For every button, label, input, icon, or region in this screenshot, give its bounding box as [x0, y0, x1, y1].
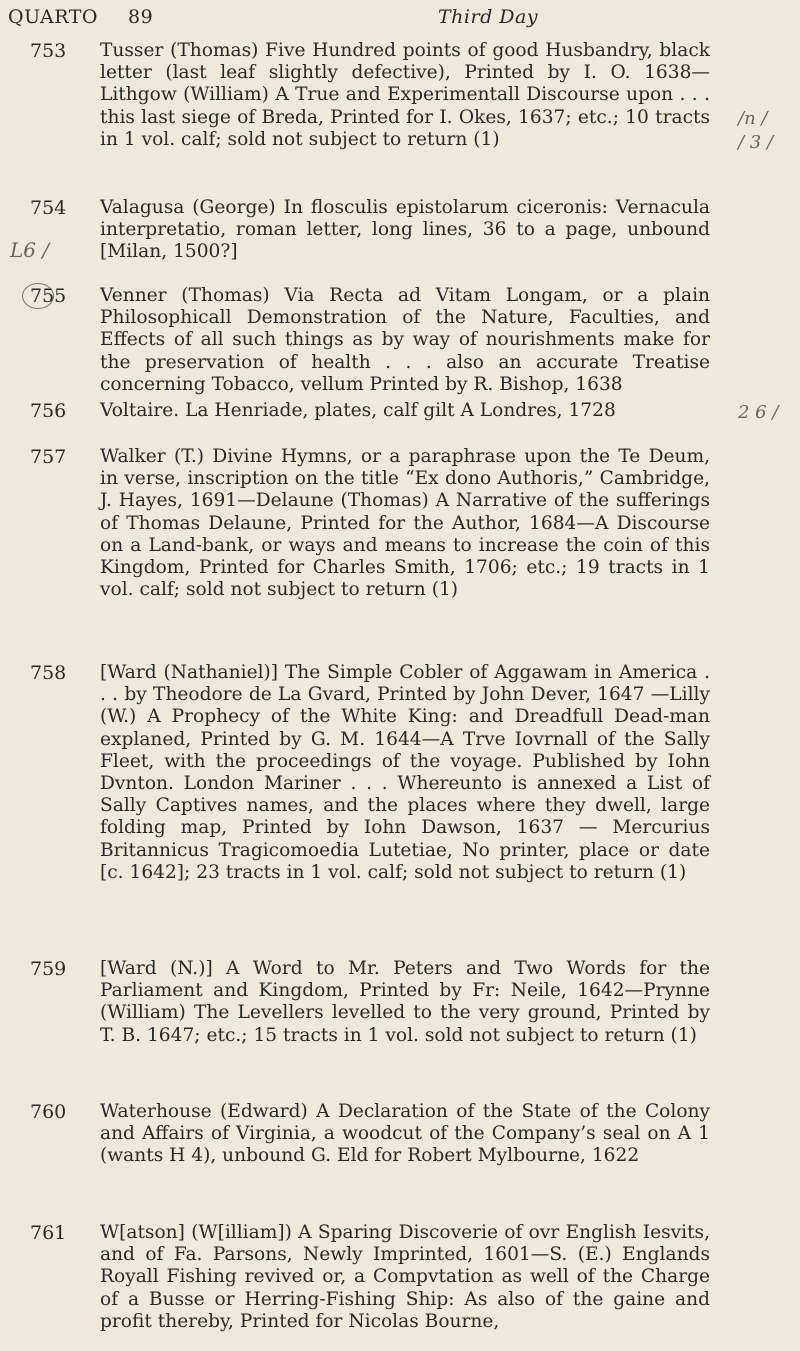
lot-number: 760 — [30, 1101, 67, 1123]
handwritten-price-note: / 3 / — [738, 132, 774, 153]
page-number: 89 — [128, 6, 154, 28]
lot-number: 758 — [30, 662, 67, 684]
lot-description: Voltaire. La Henriade, plates, calf gilt A Londres, 1728 — [100, 400, 616, 421]
lot-description: Venner (Thomas) Via Recta ad Vitam Longam, or a plain Philosophicall Demonstration of the Nature, Faculties, and Effects of all such things as by way of nourishments make for the preservation of health . . . also an accurate Treatise concerning Tobacco, vellum Printed by R. Bishop, 1638 — [100, 285, 710, 395]
lot-number: 756 — [30, 400, 67, 422]
lot-description: Walker (T.) Divine Hymns, or a paraphrase upon the Te Deum, in verse, inscription on the title “Ex dono Authoris,” Cambridge, J. Hayes, 1691—Delaune (Thomas) A Narrative of the sufferings of Thomas Delaune, Printed for the Author, 1684—A Discourse on a Land-bank, or ways and means to increase the coin of this Kingdom, Printed for Charles Smith, 1706; etc.; 19 tracts in 1 vol. calf; sold not subject to return (1) — [100, 446, 710, 601]
header-format: QUARTO — [8, 6, 98, 28]
lot-description: Valagusa (George) In flosculis epistolarum ciceronis: Vernacula interpretatio, roman letter, long lines, 36 to a page, unbound [Milan, 1500?] — [100, 197, 710, 263]
lot-number: 757 — [30, 446, 67, 468]
lot-number: 761 — [30, 1222, 67, 1244]
handwritten-price-note: L6 / — [10, 238, 50, 262]
lot-description: [Ward (N.)] A Word to Mr. Peters and Two Words for the Parliament and Kingdom, Printed by Fr: Neile, 1642—Prynne (William) The Levellers levelled to the very ground, Printed by T. B. 1647; etc.; 15 tracts in 1 vol. sold not subject to return (1) — [100, 958, 710, 1046]
lot-description: Tusser (Thomas) Five Hundred points of good Husbandry, black letter (last leaf slightly defective), Printed by I. O. 1638—Lithgow (William) A True and Experimentall Discourse upon . . . this last siege of Breda, Printed for I. Okes, 1637; etc.; 10 tracts in 1 vol. calf; sold not subject to return (1) — [100, 40, 710, 150]
handwritten-price-note: 2 6 / — [738, 402, 779, 423]
lot-description: Waterhouse (Edward) A Declaration of the State of the Colony and Affairs of Virginia, a woodcut of the Company’s seal on A 1 (wants H 4), unbound G. Eld for Robert Mylbourne, 1622 — [100, 1101, 710, 1167]
lot-number: 754 — [30, 197, 67, 219]
header-day: Third Day — [438, 6, 539, 28]
lot-number: 755 — [30, 285, 67, 307]
lot-description: [Ward (Nathaniel)] The Simple Cobler of Aggawam in America . . . by Theodore de La Gvard, Printed by John Dever, 1647 —Lilly (W.) A Prophecy of the White King: and Dreadfull Dead-man explaned, Printed by G. M. 1644—A Trve Iovrnall of the Sally Fleet, with the proceedings of the voyage. Published by Iohn Dvnton. London Mariner . . . Whereunto is annexed a List of Sally Captives names, and the places where they dwell, large folding map, Printed by Iohn Dawson, 1637 — Mercurius Britannicus Tragicomoedia Lutetiae, No printer, place or date [c. 1642]; 23 tracts in 1 vol. calf; sold not subject to return (1) — [100, 662, 710, 883]
lot-description: W[atson] (W[illiam]) A Sparing Discoverie of ovr English Iesvits, and of Fa. Parsons, Newly Imprinted, 1601—S. (E.) Englands Royall Fishing revived or, a Compvtation as well of the Charge of a Busse or Herring-Fishing Ship: As also of the gaine and profit thereby, Printed for Nicolas Bourne, — [100, 1222, 710, 1332]
lot-number: 753 — [30, 40, 67, 62]
running-header — [8, 6, 728, 36]
handwritten-price-note: /n / — [738, 108, 768, 129]
lot-number: 759 — [30, 958, 67, 980]
